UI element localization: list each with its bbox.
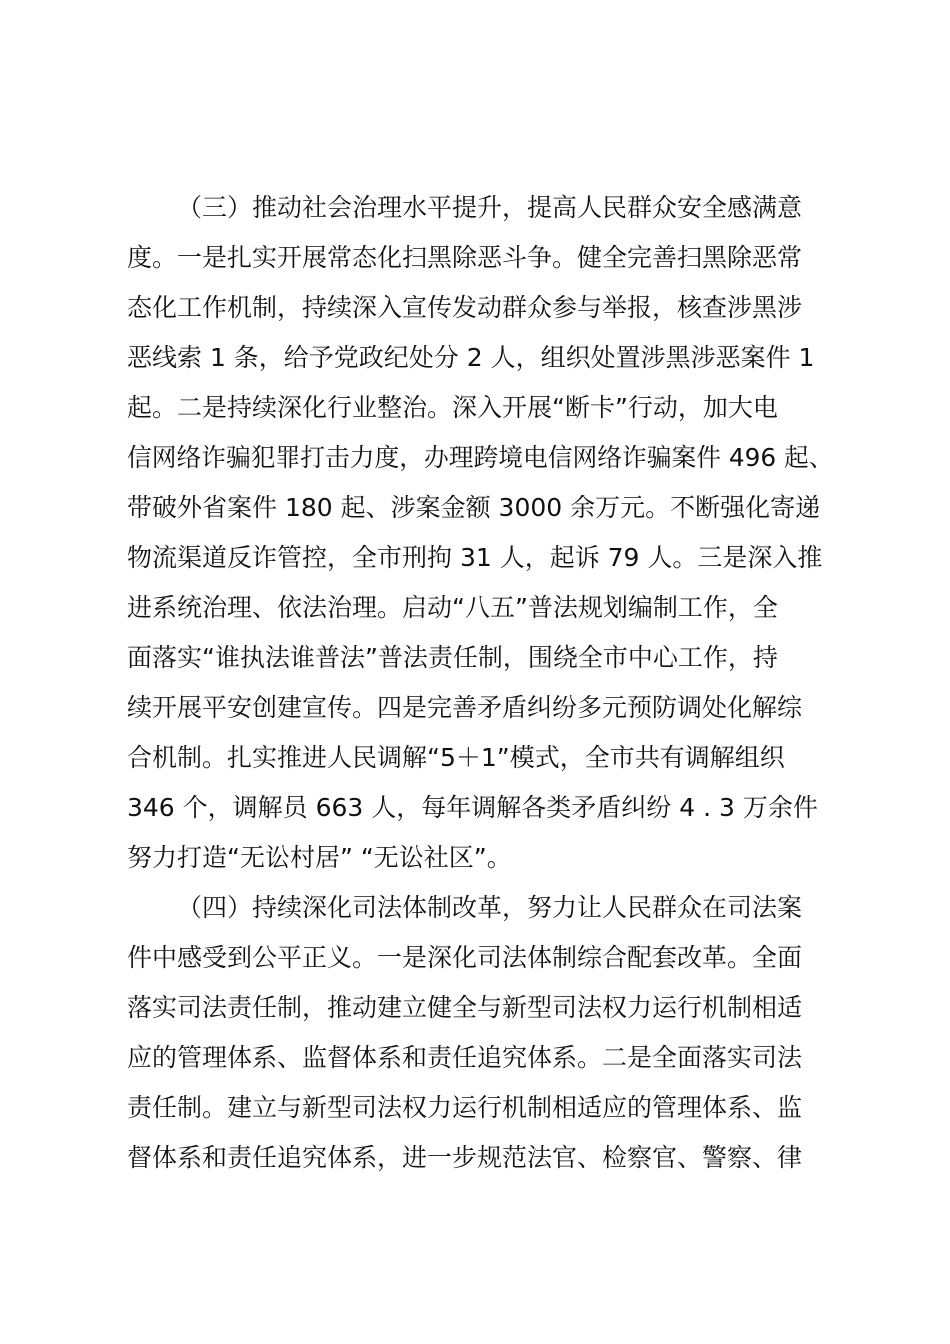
paragraph-line: 合机制。扎实推进人民调解“5＋1”模式，全市共有调解组织 bbox=[127, 743, 785, 772]
paragraph-section-3 bbox=[127, 183, 837, 883]
paragraph-line: 努力打造“无讼村居” “无讼社区”。 bbox=[127, 843, 512, 872]
paragraph-line: 信网络诈骗犯罪打击力度，办理跨境电信网络诈骗案件 496 起、 bbox=[127, 443, 834, 472]
paragraph-line: 件中感受到公平正义。一是深化司法体制综合配套改革。全面 bbox=[127, 943, 803, 972]
paragraph-line: 面落实“谁执法谁普法”普法责任制，围绕全市中心工作，持 bbox=[127, 643, 778, 672]
paragraph-line: 督体系和责任追究体系，进一步规范法官、检察官、警察、律 bbox=[127, 1143, 803, 1172]
paragraph-section-4 bbox=[127, 883, 837, 1183]
paragraph-line: 346 个，调解员 663 人，每年调解各类矛盾纠纷 4 . 3 万余件 bbox=[127, 793, 818, 822]
paragraph-line: （四）持续深化司法体制改革，努力让人民群众在司法案 bbox=[177, 893, 803, 922]
document-body bbox=[127, 183, 837, 1183]
paragraph-line: 态化工作机制，持续深入宣传发动群众参与举报，核查涉黑涉 bbox=[127, 293, 803, 322]
paragraph-line: 度。一是扎实开展常态化扫黑除恶斗争。健全完善扫黑除恶常 bbox=[127, 243, 803, 272]
paragraph-line: 进系统治理、依法治理。启动“八五”普法规划编制工作，全 bbox=[127, 593, 778, 622]
paragraph-line: 落实司法责任制，推动建立健全与新型司法权力运行机制相适 bbox=[127, 993, 803, 1022]
paragraph-line: 物流渠道反诈管控，全市刑拘 31 人，起诉 79 人。三是深入推 bbox=[127, 543, 823, 572]
paragraph-line: 恶线索 1 条，给予党政纪处分 2 人，组织处置涉黑涉恶案件 1 bbox=[127, 343, 815, 372]
paragraph-line: 续开展平安创建宣传。四是完善矛盾纠纷多元预防调处化解综 bbox=[127, 693, 803, 722]
paragraph-line: 责任制。建立与新型司法权力运行机制相适应的管理体系、监 bbox=[127, 1093, 803, 1122]
paragraph-line: （三）推动社会治理水平提升，提高人民群众安全感满意 bbox=[177, 193, 803, 222]
paragraph-line: 带破外省案件 180 起、涉案金额 3000 余万元。不断强化寄递 bbox=[127, 493, 821, 522]
paragraph-line: 起。二是持续深化行业整治。深入开展“断卡”行动，加大电 bbox=[127, 393, 778, 422]
paragraph-line: 应的管理体系、监督体系和责任追究体系。二是全面落实司法 bbox=[127, 1043, 803, 1072]
